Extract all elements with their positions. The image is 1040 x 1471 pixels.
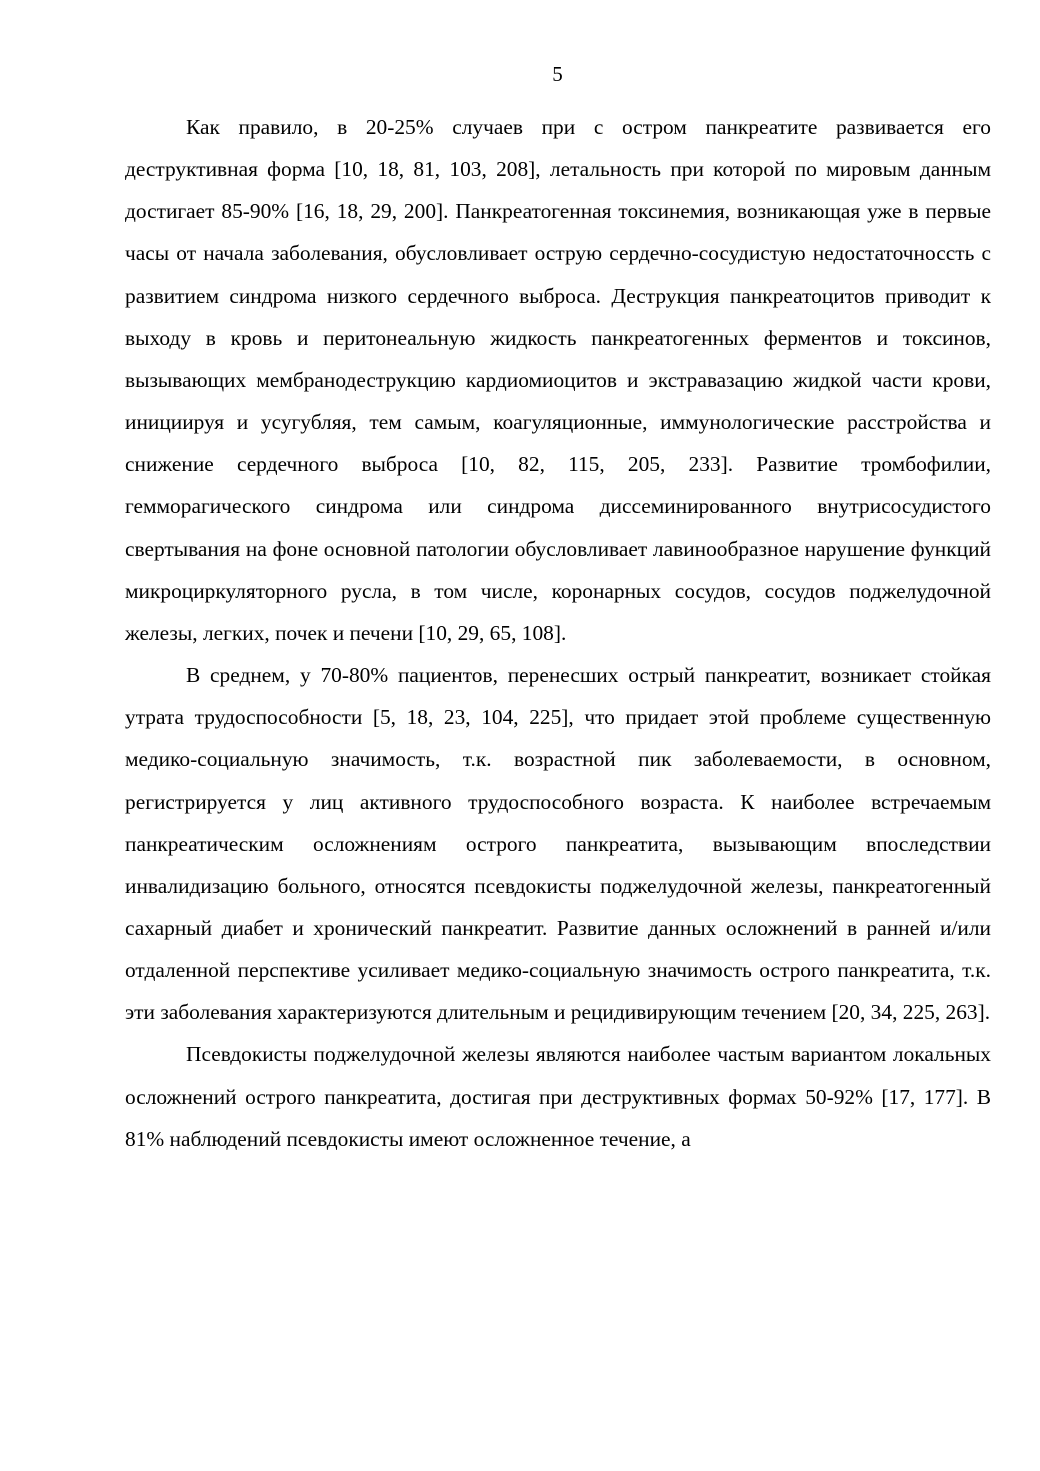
paragraph-3: Псевдокисты поджелудочной железы являются наиболее частым вариантом локальных осложнений острого панкреатита, достигая при деструктивных формах 50-92% [17, 177]. В 81% наблюдений псевдокисты имеют осложненное течение, а [125,1042,991,1151]
main-text [125,106,991,1160]
paragraph-2: В среднем, у 70-80% пациентов, перенесших острый панкреатит, возникает стойкая утрата трудоспособности [5, 18, 23, 104, 225], что придает этой проблеме существенную медико-социальную значимость, т.к. возрастной пик заболеваемости, в основном, регистрируется у лиц активного трудоспособного возраста. К наиболее встречаемым панкреатическим осложнениям острого панкреатита, вызывающим впоследствии инвалидизацию больного, относятся псевдокисты поджелудочной железы, панкреатогенный сахарный диабет и хронический панкреатит. Развитие данных осложнений в ранней и/или отдаленной перспективе усиливает медико-социальную значимость острого панкреатита, т.к. эти заболевания характеризуются длительным и рецидивирующим течением [20, 34, 225, 263]. [125,663,991,1025]
paragraph-1: Как правило, в 20-25% случаев при с остром панкреатите развивается его деструктивная форма [10, 18, 81, 103, 208], летальность при которой по мировым данным достигает 85-90% [16, 18, 29, 200]. Панкреатогенная токсинемия, возникающая уже в первые часы от начала заболевания, обусловливает острую сердечно-сосудистую недостаточноссть с развитием синдрома низкого сердечного выброса. Деструкция панкреатоцитов приводит к выходу в кровь и перитонеальную жидкость панкреатогенных ферментов и токсинов, вызывающих мембранодеструкцию кардиомиоцитов и экстравазацию жидкой части крови, инициируя и усугубляя, тем самым, коагуляционные, иммунологические расстройства и снижение сердечного выброса [10, 82, 115, 205, 233]. Развитие тромбофилии, гемморагического синдрома или синдрома диссеминированного внутрисосудистого свертывания на фоне основной патологии обусловливает лавинообразное нарушение функций микроциркуляторного русла, в том числе, коронарных сосудов, сосудов поджелудочной железы, легких, почек и печени [10, 29, 65, 108]. [125,115,991,645]
page-number: 5 [552,62,563,86]
